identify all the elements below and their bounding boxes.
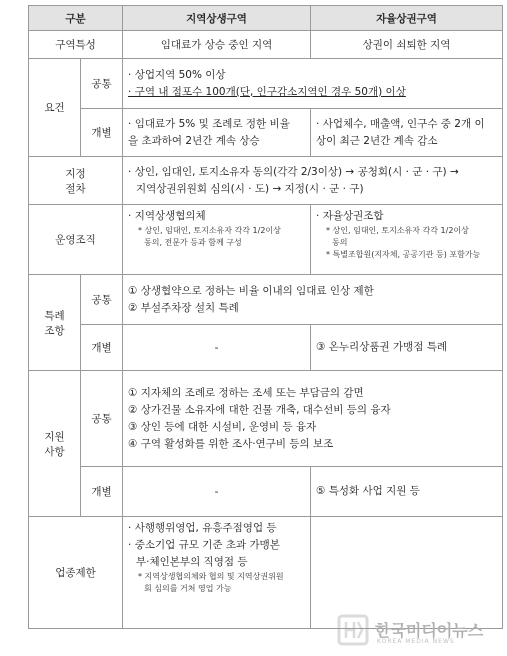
- requirements-individual-label: 개별: [81, 109, 123, 157]
- designation-line: 지역상권위원회 심의(시 · 도) → 지정(시 · 군 · 구): [136, 182, 364, 195]
- special-common-line: ① 상생협약으로 정하는 비율 이내의 임대료 인상 제한: [128, 284, 374, 297]
- row-label-support: [29, 371, 81, 517]
- designation-line: · 상인, 임대인, 토지소유자 동의(각각 2/3이상) → 공청회(시 · 군 · 구) →: [128, 165, 459, 178]
- organization-note: 동의, 전문가 등과 함께 구성: [144, 238, 242, 247]
- organization-title: · 지역상생협의체: [128, 210, 206, 222]
- support-individual-label: 개별: [81, 467, 123, 517]
- support-individual-col2: ⑤ 특성화 사업 지원 등: [311, 467, 503, 517]
- table-header-row: [29, 6, 503, 31]
- table-row-designation: [29, 157, 503, 205]
- table-row-special-common: [29, 275, 503, 325]
- organization-title: · 자율상권조합: [316, 210, 384, 222]
- special-common-cell: [123, 275, 503, 325]
- organization-note: * 특별조합원(지자체, 공공기관 등) 포함가능: [326, 250, 481, 259]
- business-note: 회 심의를 거쳐 영업 가능: [144, 584, 232, 593]
- header-local-coexistence: 지역상생구역: [123, 6, 311, 31]
- business-col1: [123, 517, 311, 629]
- table-row-requirements-individual: [29, 109, 503, 157]
- designation-cell: [123, 157, 503, 205]
- table-row-organization: [29, 205, 503, 275]
- business-line: 부·체인본부의 직영점 등: [136, 556, 248, 568]
- organization-note: * 상인, 임대인, 토지소유자 각각 1/2이상: [326, 226, 469, 235]
- requirements-common-line: · 상업지역 50% 이상: [128, 68, 226, 81]
- support-common-line: ③ 상인 등에 대한 시설비, 운영비 등 융자: [128, 420, 317, 433]
- table-row-area: [29, 31, 503, 59]
- requirements-common-line: · 구역 내 점포수 100개(단, 인구감소지역인 경우 50개) 이상: [128, 85, 406, 98]
- row-label-requirements: 요건: [29, 59, 81, 157]
- table-row-requirements-common: [29, 59, 503, 109]
- requirements-individual-line: 을 초과하여 2년간 계속 상승: [128, 134, 260, 147]
- requirements-individual-col1: [123, 109, 311, 157]
- table-row-support-individual: [29, 467, 503, 517]
- requirements-individual-line: · 사업체수, 매출액, 인구수 중 2개 이: [316, 117, 485, 130]
- support-label-line: 지원: [44, 430, 65, 443]
- table-row-special-individual: [29, 325, 503, 371]
- special-label-line: 특례: [44, 309, 65, 322]
- special-individual-col2: ③ 온누리상품권 가맹점 특례: [311, 325, 503, 371]
- policy-table-container: [28, 5, 502, 629]
- special-common-line: ② 부설주차장 설치 특례: [128, 301, 239, 314]
- comparison-table: [28, 5, 503, 629]
- organization-col2: [311, 205, 503, 275]
- designation-label-line: 지정: [65, 167, 86, 180]
- row-label-designation: [29, 157, 123, 205]
- requirements-common-cell: [123, 59, 503, 109]
- requirements-individual-col2: [311, 109, 503, 157]
- row-label-business: 업종제한: [29, 517, 123, 629]
- area-col2: 상권이 쇠퇴한 지역: [311, 31, 503, 59]
- row-label-area: 구역특성: [29, 31, 123, 59]
- watermark-text: 한국미디어뉴스: [375, 621, 484, 640]
- header-autonomous-commercial: 자율상권구역: [311, 6, 503, 31]
- row-label-organization: 운영조직: [29, 205, 123, 275]
- header-category: 구분: [29, 6, 123, 31]
- support-common-line: ④ 구역 활성화를 위한 조사·연구비 등의 보조: [128, 437, 334, 450]
- support-label-line: 사항: [44, 445, 65, 458]
- business-line: · 중소기업 규모 기준 초과 가맹본: [128, 539, 280, 551]
- table-row-support-common: [29, 371, 503, 467]
- organization-note: * 상인, 임대인, 토지소유자 각각 1/2이상: [138, 226, 281, 235]
- requirements-common-label: 공통: [81, 59, 123, 109]
- business-line: · 사행행위영업, 유흥주점영업 등: [128, 522, 277, 534]
- support-common-cell: [123, 371, 503, 467]
- support-individual-col1: -: [123, 467, 311, 517]
- support-common-line: ② 상가건물 소유자에 대한 건물 개축, 대수선비 등의 융자: [128, 403, 391, 416]
- watermark-subtext: KOREA MEDIA NEWS: [377, 638, 455, 645]
- special-label-line: 조항: [44, 324, 65, 337]
- support-common-label: 공통: [81, 371, 123, 467]
- designation-label-line: 절차: [65, 182, 86, 195]
- special-individual-col1: -: [123, 325, 311, 371]
- requirements-individual-line: · 임대료가 5% 및 조례로 정한 비율: [128, 117, 290, 130]
- requirements-individual-line: 상이 최근 2년간 계속 감소: [316, 134, 438, 147]
- support-common-line: ① 지자체의 조례로 정하는 조세 또는 부담금의 감면: [128, 386, 364, 399]
- organization-col1: [123, 205, 311, 275]
- business-note: * 지역상생협의체와 협의 및 지역상권위원: [138, 572, 284, 581]
- special-individual-label: 개별: [81, 325, 123, 371]
- area-col1: 임대료가 상승 중인 지역: [123, 31, 311, 59]
- organization-note: 동의: [332, 238, 348, 247]
- row-label-special: [29, 275, 81, 371]
- special-common-label: 공통: [81, 275, 123, 325]
